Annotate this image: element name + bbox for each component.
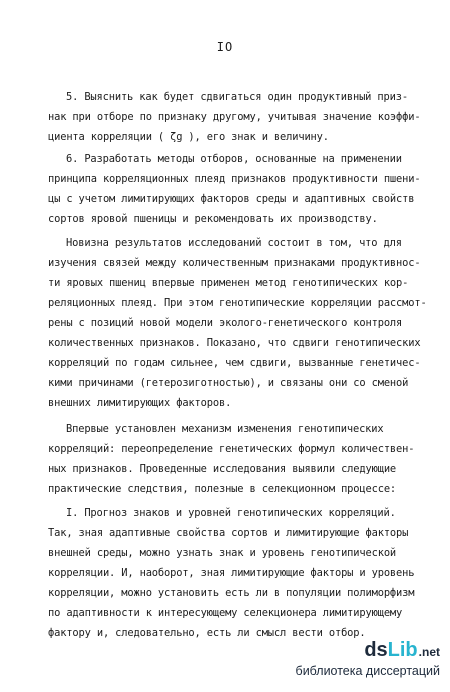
text-line: количественных признаков. Показано, что сдвиги генотипических (48, 337, 421, 349)
text-line: корреляции. И, наоборот, зная лимитирующие факторы и уровень (48, 567, 415, 579)
brand-logo-part-lib: Lib (387, 639, 418, 661)
brand-logo-part-net: .net (418, 645, 440, 659)
brand-logo (364, 640, 440, 662)
text-line: корреляции, можно установить есть ли в популяции полиморфизм (48, 587, 415, 599)
text-line: 6. Разработать методы отборов, основанные на применении (66, 153, 402, 165)
text-line: фактору и, следовательно, есть ли смысл вести отбор. (48, 627, 366, 639)
watermark-logo (296, 640, 440, 678)
text-line: Впервые установлен механизм изменения генотипических (66, 423, 384, 435)
text-line: I. Прогноз знаков и уровней генотипических корреляций. (66, 507, 396, 519)
text-line: кими причинами (гетерозиготностью), и связаны они со сменой (48, 377, 409, 389)
text-line: внешней среды, можно узнать знак и уровень генотипической (48, 547, 397, 559)
text-line: корреляций: переопределение генетических формул количествен- (48, 443, 415, 455)
page-number: IO (216, 40, 234, 54)
text-line: изучения связей между количественным признаками продуктивнос- (48, 257, 421, 269)
text-line: принципа корреляционных плеяд признаков продуктивности пшени- (48, 173, 421, 185)
brand-subtitle: библиотека диссертаций (295, 664, 440, 678)
text-line: внешних лимитирующих факторов. (48, 397, 232, 409)
text-line: реляционных плеяд. При этом генотипические корреляции рассмот- (48, 297, 427, 309)
text-line: ных признаков. Проведенные исследования выявили следующие (48, 463, 397, 475)
text-line: рены с позиций новой модели эколого-генетического контроля (48, 317, 403, 329)
text-line: по адаптивности к интересующему селекционера лимитирующему (48, 607, 403, 619)
text-line: Так, зная адаптивные свойства сортов и лимитирующие факторы (48, 527, 409, 539)
text-line: цы с учетом лимитирующих факторов среды и адаптивных свойств (48, 193, 415, 205)
text-line: циента корреляции ( ζg ), его знак и величину. (48, 131, 329, 143)
text-line: сортов яровой пшеницы и рекомендовать их производству. (48, 213, 378, 225)
text-line: корреляций по годам сильнее, чем сдвиги, вызванные генетичес- (48, 357, 421, 369)
brand-logo-part-ds: ds (364, 639, 388, 661)
text-line: нак при отборе по признаку другому, учитывая значение коэффи- (48, 111, 421, 123)
text-line: ти яровых пшениц впервые применен метод генотипических кор- (48, 277, 409, 289)
text-line: практические следствия, полезные в селекционном процессе: (48, 483, 397, 495)
text-line: Новизна результатов исследований состоит в том, что для (66, 237, 402, 249)
text-line: 5. Выяснить как будет сдвигаться один продуктивный приз- (66, 91, 408, 103)
